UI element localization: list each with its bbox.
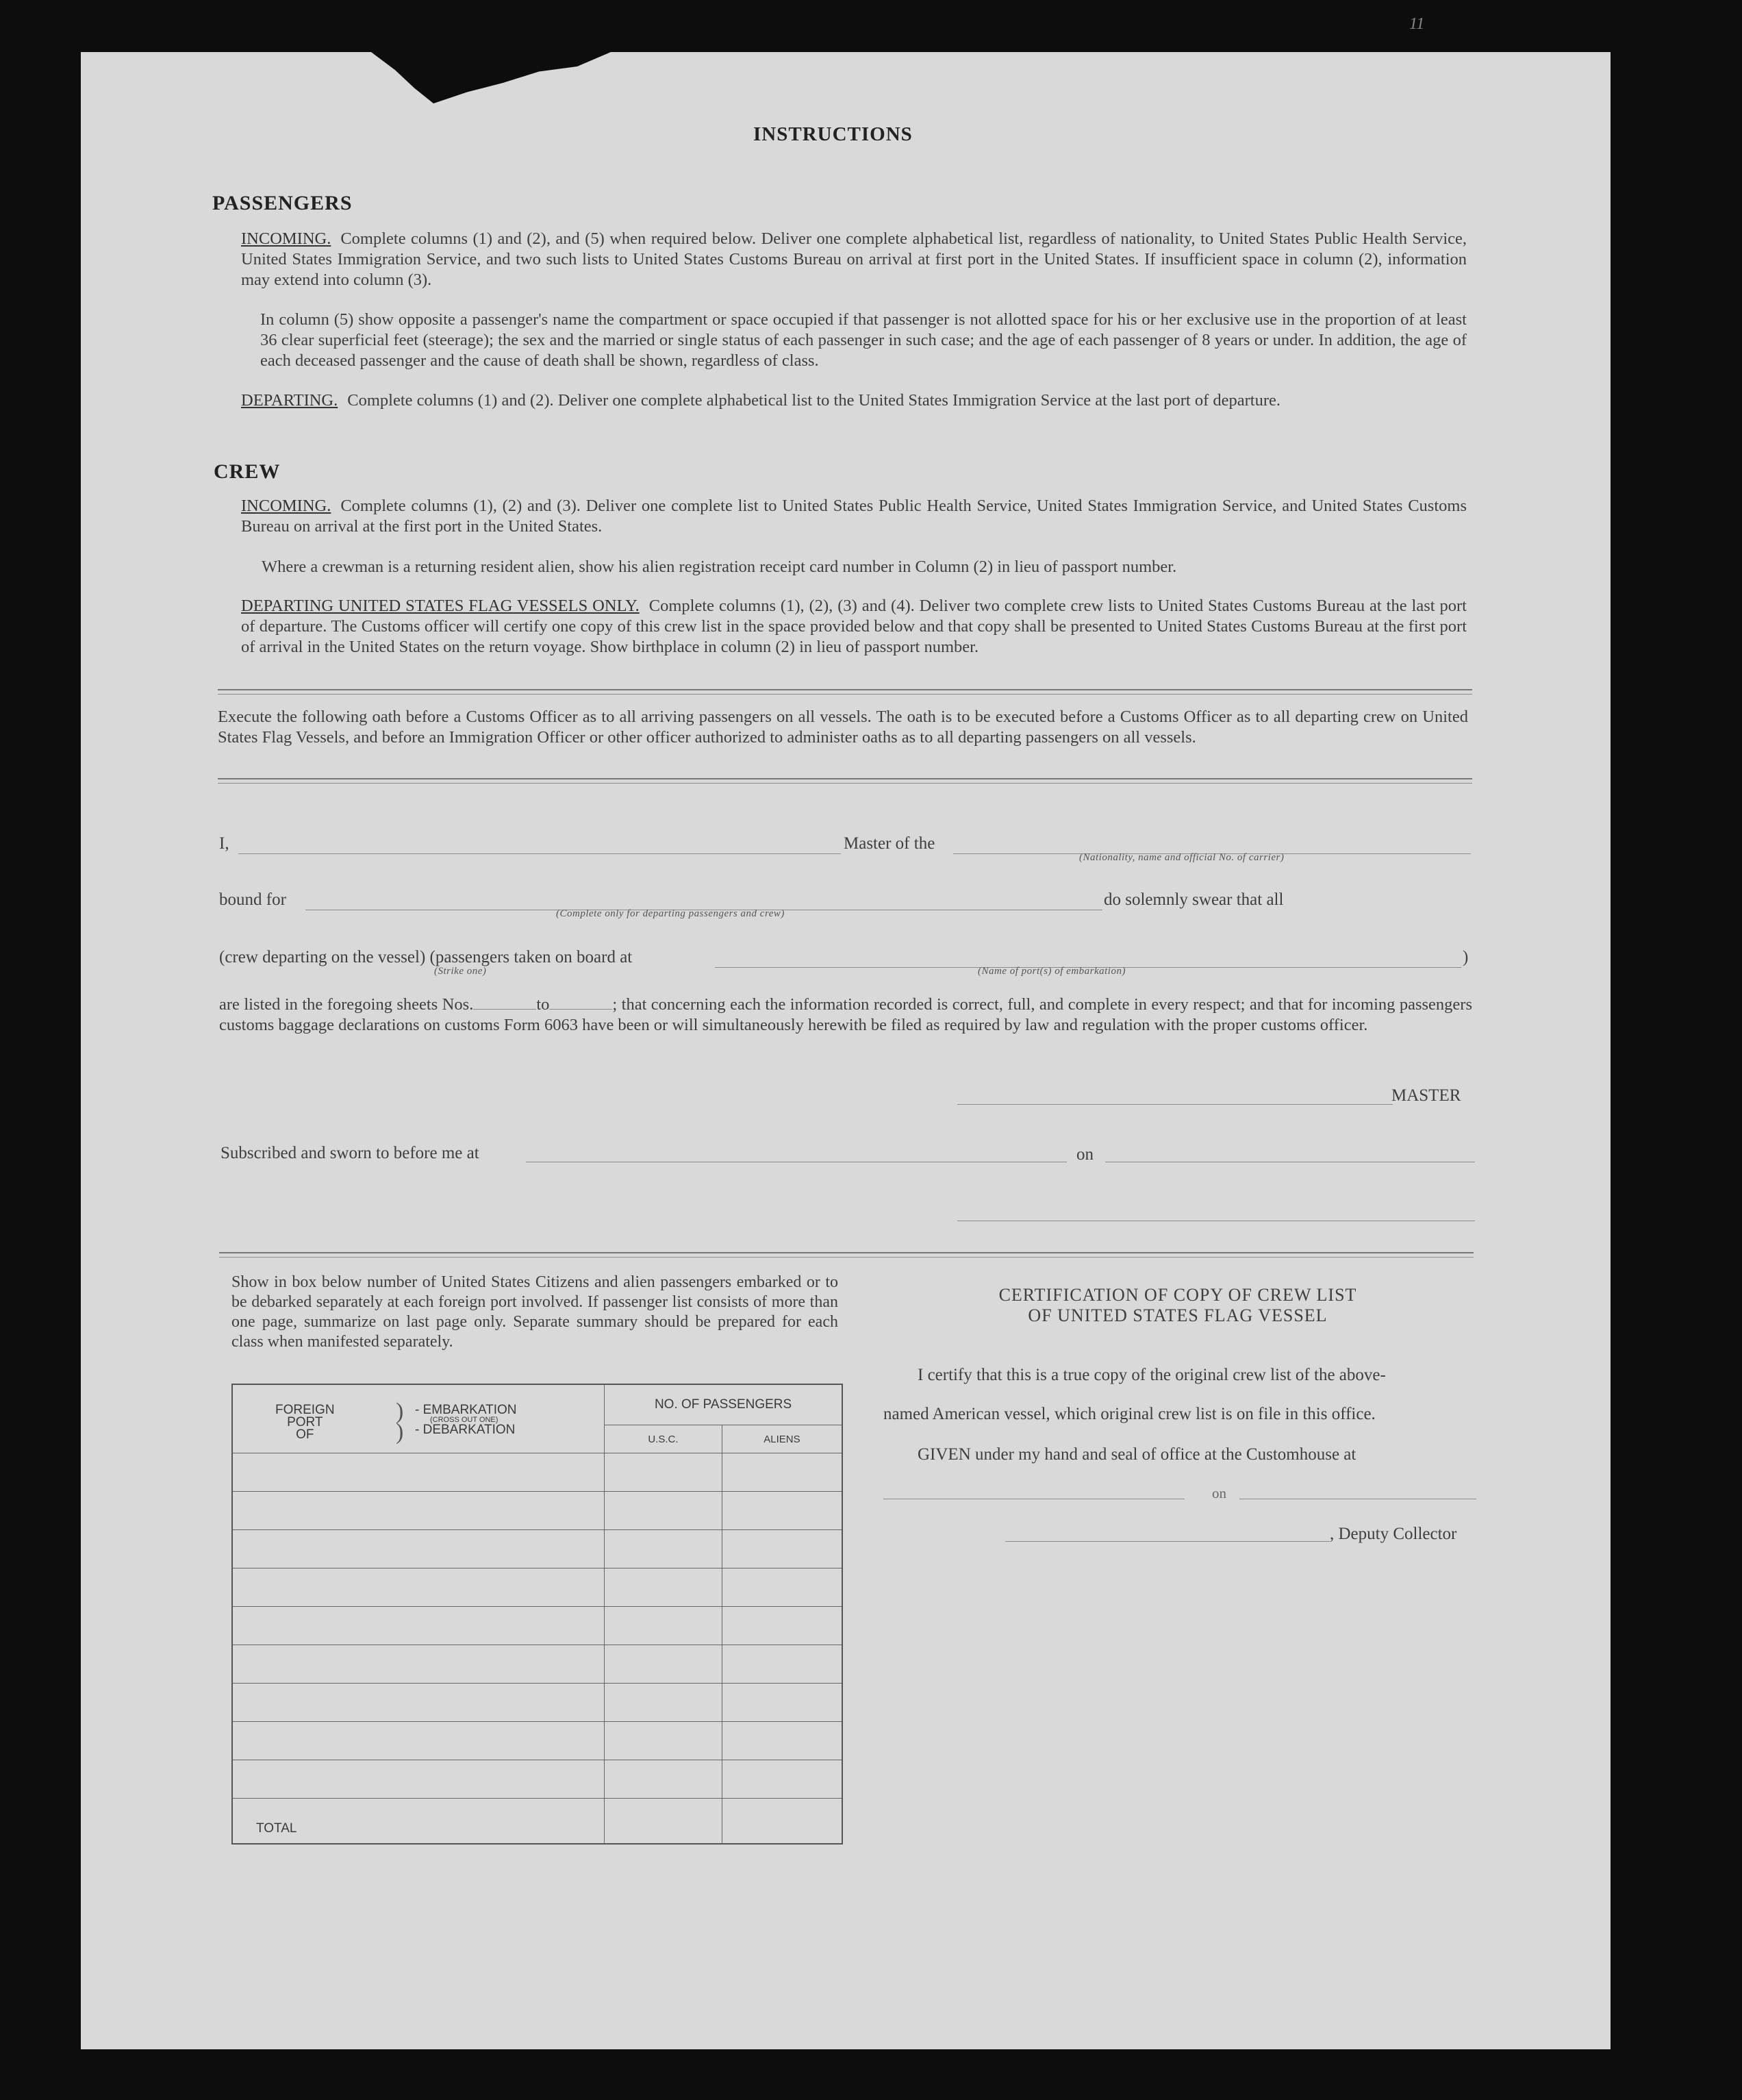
deputy-signature-line [1005, 1541, 1330, 1542]
usc-cell[interactable] [605, 1492, 722, 1530]
listed-paragraph [219, 995, 1472, 1036]
passengers-incoming [241, 229, 1467, 290]
usc-cell[interactable] [605, 1453, 722, 1492]
swear-label: do solemnly swear that all [1104, 890, 1284, 909]
aliens-cell[interactable] [722, 1645, 842, 1684]
strike-caption: (Strike one) [434, 966, 487, 977]
divider [218, 689, 1472, 690]
page-title: INSTRUCTIONS [753, 123, 913, 145]
port-cell[interactable] [232, 1607, 605, 1645]
passengers-incoming-text: Complete columns (1) and (2), and (5) when required below. Deliver one complete alphabetical list, regardless of nationality, to United States Public Health Service, United States Immigration Service, and two such lists to United States Customs Bureau on arrival at first port in the United States. If insufficient space in column (2), information may extend into column (3). [241, 229, 1467, 289]
close-paren: ) [1463, 948, 1469, 966]
deputy-collector-label: , Deputy Collector [1330, 1525, 1457, 1543]
sheet-from-blank [473, 1009, 536, 1010]
port-cell[interactable] [232, 1492, 605, 1530]
table-row [232, 1760, 842, 1799]
certification-on: on [1212, 1485, 1226, 1501]
sheet-to-blank [549, 1009, 612, 1010]
usc-cell[interactable] [605, 1684, 722, 1722]
port-cell[interactable] [232, 1760, 605, 1799]
subscribed-on-label: on [1076, 1145, 1094, 1164]
certification-title-line2: OF UNITED STATES FLAG VESSEL [1028, 1305, 1328, 1325]
table-row [232, 1722, 842, 1760]
aliens-cell[interactable] [722, 1568, 842, 1607]
listed-to: to [536, 995, 550, 1014]
divider [218, 694, 1472, 695]
crew-incoming [241, 496, 1467, 537]
listed-rest: ; that concerning each the information recorded is correct, full, and complete in every respect; and that for incoming passengers customs baggage declarations on customs Form 6063 have been or will simultaneously herewith be filed as required by law and regulation with the proper customs officer. [219, 995, 1472, 1034]
port-cell[interactable] [232, 1684, 605, 1722]
table-row [232, 1530, 842, 1568]
port-cell[interactable] [232, 1722, 605, 1760]
port-header-cell [232, 1384, 605, 1453]
aliens-header: ALIENS [722, 1425, 842, 1453]
divider [219, 1257, 1474, 1258]
crew-departing-lead: DEPARTING UNITED STATES FLAG VESSELS ONLY. [241, 597, 640, 615]
port-cell[interactable] [232, 1568, 605, 1607]
table-row [232, 1453, 842, 1492]
aliens-cell[interactable] [722, 1607, 842, 1645]
usc-cell[interactable] [605, 1760, 722, 1799]
ports-caption: (Name of port(s) of embarkation) [978, 966, 1126, 977]
passengers-incoming-lead: INCOMING. [241, 229, 331, 248]
table-row [232, 1645, 842, 1684]
passengers-departing [241, 390, 1467, 411]
no-passengers-header: NO. OF PASSENGERS [605, 1384, 842, 1425]
corner-mark: 11 [1409, 15, 1425, 33]
port-cell[interactable] [232, 1453, 605, 1492]
certification-title [883, 1285, 1472, 1326]
master-label: MASTER [1391, 1086, 1461, 1105]
passenger-summary-table [231, 1384, 843, 1845]
complete-caption: (Complete only for departing passengers and crew) [556, 908, 785, 919]
oath-intro: Execute the following oath before a Customs Officer as to all arriving passengers on all vessels. The oath is to be executed before a Customs Officer as to all departing crew on United States Flag Vessels, and before an Immigration Officer or other officer authorized to administer oaths as to all departing passengers on all vessels. [218, 708, 1468, 747]
crew-departing [241, 596, 1467, 658]
aliens-total-cell[interactable] [722, 1799, 842, 1845]
certification-title-line1: CERTIFICATION OF COPY OF CREW LIST [998, 1285, 1357, 1305]
divider [218, 783, 1472, 784]
aliens-cell[interactable] [722, 1722, 842, 1760]
usc-header: U.S.C. [605, 1425, 722, 1453]
listed-pre: are listed in the foregoing sheets Nos. [219, 995, 474, 1014]
divider [219, 1252, 1474, 1253]
crew-incoming-lead: INCOMING. [241, 497, 331, 515]
usc-cell[interactable] [605, 1530, 722, 1568]
usc-cell[interactable] [605, 1568, 722, 1607]
table-row [232, 1492, 842, 1530]
col-port-line1: FOREIGN [275, 1403, 335, 1417]
col-port-line2: PORT [287, 1415, 323, 1429]
summary-intro: Show in box below number of United States Citizens and alien passengers embarked or to be debarked separately at each foreign port involved. If passenger list consists of more than one page, summarize on last page only. Separate summary should be prepared for each class when manifested separately. [231, 1273, 838, 1351]
crew-heading: CREW [214, 460, 281, 483]
master-name-line [238, 853, 841, 854]
bound-for-label: bound for [219, 890, 286, 909]
table-row [232, 1684, 842, 1722]
passengers-column5: In column (5) show opposite a passenger's name the compartment or space occupied if that passenger is not allotted space for his or her exclusive use in the proportion of at least 36 clear superficial feet (steerage); the sex and the married or single status of each passenger in such case; and the age of each passenger of 8 years or under. In addition, the age of each deceased passenger and the cause of death shall be shown, regardless of class. [260, 310, 1467, 370]
aliens-cell[interactable] [722, 1492, 842, 1530]
master-of-label: Master of the [844, 834, 935, 853]
brace-icon: ) ) [396, 1399, 404, 1445]
aliens-cell[interactable] [722, 1530, 842, 1568]
certification-line1: I certify that this is a true copy of the original crew list of the above- [918, 1366, 1386, 1384]
table-row [232, 1568, 842, 1607]
usc-total-cell[interactable] [605, 1799, 722, 1845]
passengers-departing-lead: DEPARTING. [241, 391, 338, 410]
aliens-cell[interactable] [722, 1760, 842, 1799]
total-label: TOTAL [232, 1799, 605, 1845]
col-port-line3: OF [296, 1427, 314, 1442]
crew-departing-label: (crew departing on the vessel) (passengers taken on board at [219, 948, 633, 966]
embarkation-label: - EMBARKATION [415, 1403, 517, 1417]
usc-cell[interactable] [605, 1722, 722, 1760]
port-cell[interactable] [232, 1645, 605, 1684]
master-signature-line [957, 1104, 1393, 1105]
crew-incoming-text: Complete columns (1), (2) and (3). Deliver one complete list to United States Public Health Service, United States Immigration Service, and United States Customs Bureau on arrival at the first port in the United States. [241, 497, 1467, 536]
subscribed-label: Subscribed and sworn to before me at [220, 1144, 479, 1162]
cross-out-label: (CROSS OUT ONE) [430, 1416, 498, 1424]
certification-line3: GIVEN under my hand and seal of office at the Customhouse at [918, 1445, 1356, 1464]
passengers-heading: PASSENGERS [212, 192, 353, 214]
table-row [232, 1607, 842, 1645]
aliens-cell[interactable] [722, 1453, 842, 1492]
usc-cell[interactable] [605, 1607, 722, 1645]
debarkation-label: - DEBARKATION [415, 1423, 516, 1437]
carrier-caption: (Nationality, name and official No. of carrier) [1079, 852, 1285, 863]
crew-departing-text: Complete columns (1), (2), (3) and (4). Deliver two complete crew lists to United States Customs Bureau at the last port of departure. The Customs officer will certify one copy of this crew list in the space provided below and that copy shall be presented to United States Customs Bureau at the first port of arrival in the United States on the return voyage. Show birthplace in column (2) in lieu of passport number. [241, 597, 1467, 656]
port-cell[interactable] [232, 1530, 605, 1568]
aliens-cell[interactable] [722, 1684, 842, 1722]
total-row [232, 1799, 842, 1845]
oath-i-label: I, [219, 834, 229, 853]
usc-cell[interactable] [605, 1645, 722, 1684]
crew-resident: Where a crewman is a returning resident alien, show his alien registration receipt card number in Column (2) in lieu of passport number. [262, 558, 1177, 576]
divider [218, 778, 1472, 779]
certification-line2: named American vessel, which original crew list is on file in this office. [883, 1405, 1376, 1423]
passengers-departing-text: Complete columns (1) and (2). Deliver one complete alphabetical list to the United States Immigration Service at the last port of departure. [347, 391, 1280, 410]
